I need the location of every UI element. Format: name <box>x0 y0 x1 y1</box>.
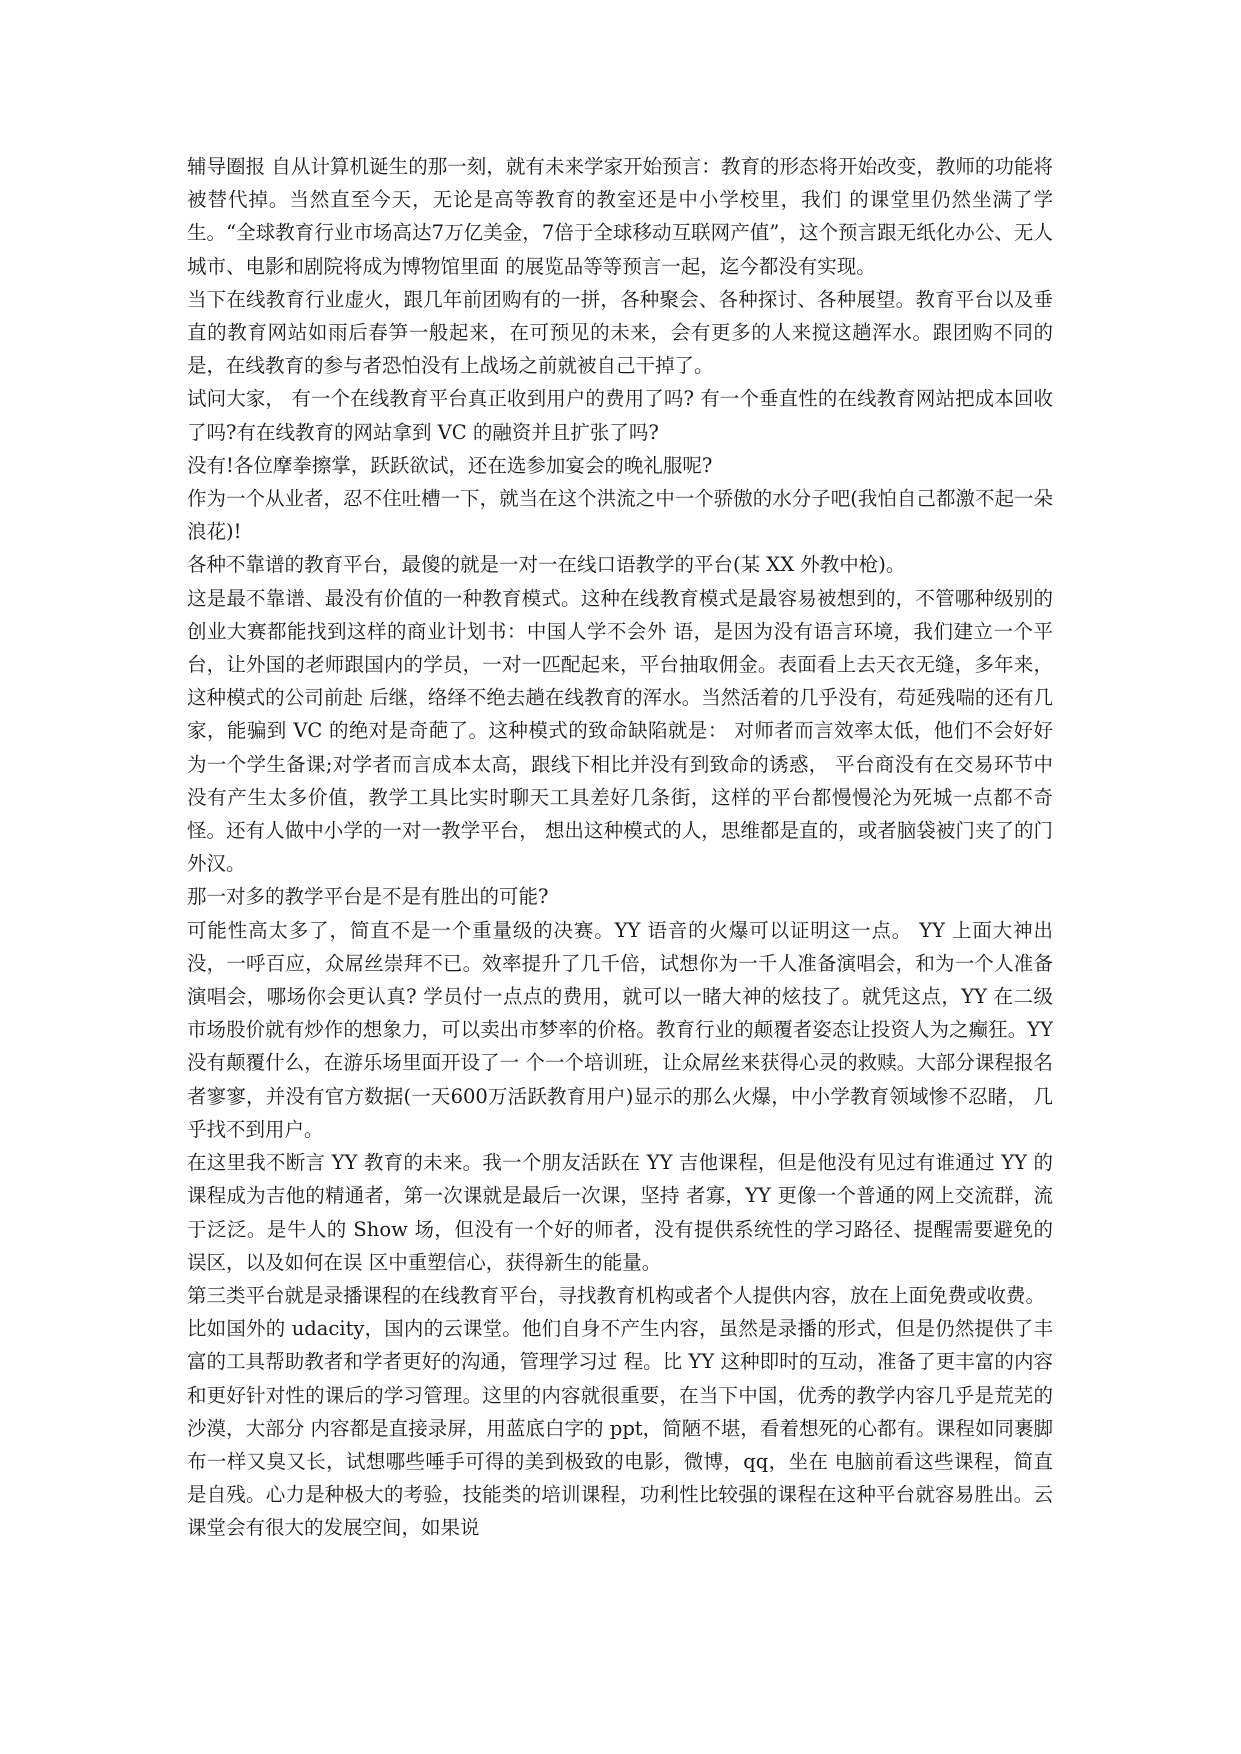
paragraph: 第三类平台就是录播课程的在线教育平台，寻找教育机构或者个人提供内容，放在上面免费或收费。 <box>187 1283 1046 1307</box>
paragraph: 在这里我不断言 YY 教育的未来。我一个朋友活跃在 YY 吉他课程，但是他没有见过有谁通过 YY 的课程成为吉他的精通者，第一次课就是最后一次课，坚持 者寡，YY 更像一个普通的网上交流群，流于泛泛。是牛人的 Show 场，但没有一个好的师者，没有提供系统性的学习路径、提醒需要避免的误区，以及如何在误 区中重塑信心，获得新生的能量。 <box>187 1151 1053 1274</box>
paragraph: 没有!各位摩拳擦掌，跃跃欲试，还在选参加宴会的晚礼服呢? <box>187 453 713 477</box>
paragraph: 那一对多的教学平台是不是有胜出的可能? <box>187 885 549 909</box>
paragraph: 这是最不靠谱、最没有价值的一种教育模式。这种在线教育模式是最容易被想到的，不管哪种级别的创业大赛都能找到这样的商业计划书：中国人学不会外 语，是因为没有语言环境，我们建立一个平台，让外国的老师跟国内的学员，一对一匹配起来，平台抽取佣金。表面看上去天衣无缝，多年来，这种模式的公司前赴 后继，络绎不绝去趟在线教育的浑水。当然活着的几乎没有，苟延残喘的还有几家，能骗到 VC 的绝对是奇葩了。这种模式的致命缺陷就是： 对师者而言效率太低，他们不会好好为一个学生备课;对学者而言成本太高，跟线下相比并没有到致命的诱惑， 平台商没有在交易环节中没有产生太多价值，教学工具比实时聊天工具差好几条街，这样的平台都慢慢沦为死城一点都不奇怪。还有人做中小学的一对一教学平台， 想出这种模式的人，思维都是直的，或者脑袋被门夹了的门外汉。 <box>187 586 1053 876</box>
paragraph: 试问大家， 有一个在线教育平台真正收到用户的费用了吗? 有一个垂直性的在线教育网站把成本回收了吗?有在线教育的网站拿到 VC 的融资并且扩张了吗? <box>187 387 1053 444</box>
paragraph: 当下在线教育行业虚火，跟几年前团购有的一拼，各种聚会、各种探讨、各种展望。教育平台以及垂直的教育网站如雨后春笋一般起来，在可预见的未来，会有更多的人来搅这趟浑水。跟团购不同的是，在线教育的参与者恐怕没有上战场之前就被自己干掉了。 <box>187 287 1053 378</box>
paragraph: 作为一个从业者，忍不住吐槽一下，就当在这个洪流之中一个骄傲的水分子吧(我怕自己都激不起一朵浪花)! <box>187 487 1053 544</box>
paragraph: 可能性高太多了，简直不是一个重量级的决赛。YY 语音的火爆可以证明这一点。 YY 上面大神出没，一呼百应，众屌丝崇拜不已。效率提升了几千倍，试想你为一千人准备演唱会，和为一个人准备演唱会，哪场你会更认真? 学员付一点点的费用，就可以一睹大神的炫技了。就凭这点，YY 在二级市场股价就有炒作的想象力，可以卖出市梦率的价格。教育行业的颠覆者姿态让投资人为之癫狂。YY 没有颠覆什么，在游乐场里面开设了一 个一个培训班，让众屌丝来获得心灵的救赎。大部分课程报名者寥寥，并没有官方数据(一天600万活跃教育用户)显示的那么火爆，中小学教育领域惨不忍睹， 几乎找不到用户。 <box>187 918 1053 1141</box>
article-body <box>187 150 1053 1545</box>
paragraph: 各种不靠谱的教育平台，最傻的就是一对一在线口语教学的平台(某 XX 外教中枪)。 <box>187 553 906 577</box>
paragraph: 辅导圈报 自从计算机诞生的那一刻，就有未来学家开始预言：教育的形态将开始改变，教师的功能将被替代掉。当然直至今天，无论是高等教育的教室还是中小学校里，我们 的课堂里仍然坐满了学生。“全球教育行业市场高达7万亿美金，7倍于全球移动互联网产值”，这个预言跟无纸化办公、无人城市、电影和剧院将成为博物馆里面 的展览品等等预言一起，迄今都没有实现。 <box>187 155 1053 278</box>
paragraph: 比如国外的 udacity，国内的云课堂。他们自身不产生内容，虽然是录播的形式，但是仍然提供了丰富的工具帮助教者和学者更好的沟通，管理学习过 程。比 YY 这种即时的互动，准备了更丰富的内容和更好针对性的课后的学习管理。这里的内容就很重要，在当下中国，优秀的教学内容几乎是荒芜的沙漠，大部分 内容都是直接录屏，用蓝底白字的 ppt，简陋不堪，看着想死的心都有。课程如同裹脚布一样又臭又长，试想哪些唾手可得的美到极致的电影，微博，qq，坐在 电脑前看这些课程，简直是自残。心力是种极大的考验，技能类的培训课程，功利性比较强的课程在这种平台就容易胜出。云课堂会有很大的发展空间，如果说 <box>187 1317 1053 1540</box>
